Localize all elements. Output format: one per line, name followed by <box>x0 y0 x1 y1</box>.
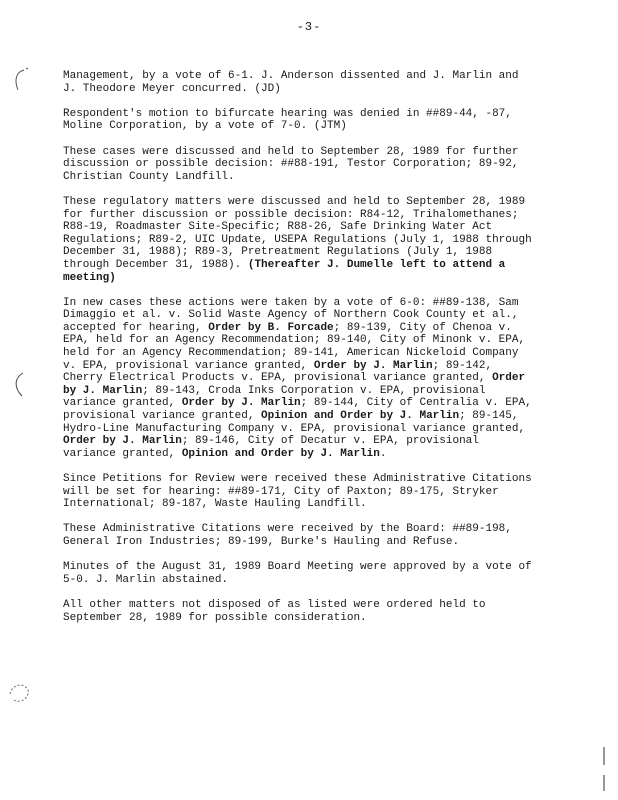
paragraph-9: All other matters not disposed of as listed were ordered held to September 28, 1989 for possible consideration. <box>63 598 486 624</box>
order-phrase: Opinion and Order by J. Marlin <box>181 447 380 460</box>
order-phrase: Order by J. Marlin <box>63 372 526 397</box>
paragraph-2: Respondent's motion to bifurcate hearing was denied in ##89-44, -87, Moline Corporation, by a vote of 7-0. (JTM) <box>63 107 512 133</box>
order-phrase: Order by J. Marlin <box>63 435 182 448</box>
edge-mark-right <box>600 745 610 795</box>
document-body <box>63 70 533 637</box>
paragraph-5: In new cases these actions were taken by a vote of 6-0: ##89-138, Sam Dimaggio et al. v. Solid Waste Agency of Northern Cook County et al., accepted for hearing, Order by B. Forcade; 89-139, City of Chenoa v. EPA, held for an Agency Recommendation; 89-140, City of Minonk v. EPA, held for an Agency Recommendation; 89-141, American Nickeloid Company v. EPA, provisional variance granted, Order by J. Marlin; 89-142, Cherry Electrical Products v. EPA, provisional variance granted, Order by J. Marlin; 89-143, Croda Inks Corporation v. EPA, provisional variance granted, Order by J. Marlin; 89-144, City of Centralia v. EPA, provisional variance granted, Opinion and Order by J. Marlin; 89-145, Hydro-Line Manufacturing Company v. EPA, provisional variance granted, Order by J. Marlin; 89-146, City of Decatur v. EPA, provisional variance granted, Opinion and Order by J. Marlin. <box>63 296 532 460</box>
margin-mark-middle <box>8 370 28 400</box>
margin-mark-top <box>8 66 28 96</box>
paragraph-8: Minutes of the August 31, 1989 Board Meeting were approved by a vote of 5-0. J. Marlin abstained. <box>63 561 532 586</box>
paragraph-7: These Administrative Citations were received by the Board: ##89-198, General Iron Industries; 89-199, Burke's Hauling and Refuse. <box>63 523 512 548</box>
order-phrase: Order by J. Marlin <box>313 359 433 372</box>
paragraph-4: These regulatory matters were discussed and held to September 28, 1989 for further discussion or possible decision: R84-12, Trihalomethanes; R88-19, Roadmaster Site-Specific; R88-26, Safe Drinking Water Act Regulations; R89-2, UIC Update, USEPA Regulations (July 1, 1988 through December 31, 1988); R89-3, Pretreatment Regulations (July 1, 1988 through December 31, 1988). (Thereafter J. Dumelle left to attend a meeting) <box>63 195 532 284</box>
dumelle-note: (Thereafter J. Dumelle left to attend a meeting) <box>63 258 506 284</box>
order-phrase: Order by B. Forcade <box>208 321 334 334</box>
paragraph-6: Since Petitions for Review were received these Administrative Citations will be set for hearing: ##89-171, City of Paxton; 89-175, Stryker International; 89-187, Waste Hauling Landfill. <box>63 473 532 511</box>
margin-mark-bottom <box>6 680 36 710</box>
order-phrase: Order by J. Marlin <box>181 397 301 410</box>
paragraph-1: Management, by a vote of 6-1. J. Anderson dissented and J. Marlin and J. Theodore Meyer concurred. (JD) <box>63 70 519 95</box>
order-phrase: Opinion and Order by J. Marlin <box>261 410 460 423</box>
paragraph-3: These cases were discussed and held to September 28, 1989 for further discussion or possible decision: ##88-191, Testor Corporation; 89-92, Christian County Landfill. <box>63 145 519 183</box>
page-number: -3- <box>296 20 322 34</box>
